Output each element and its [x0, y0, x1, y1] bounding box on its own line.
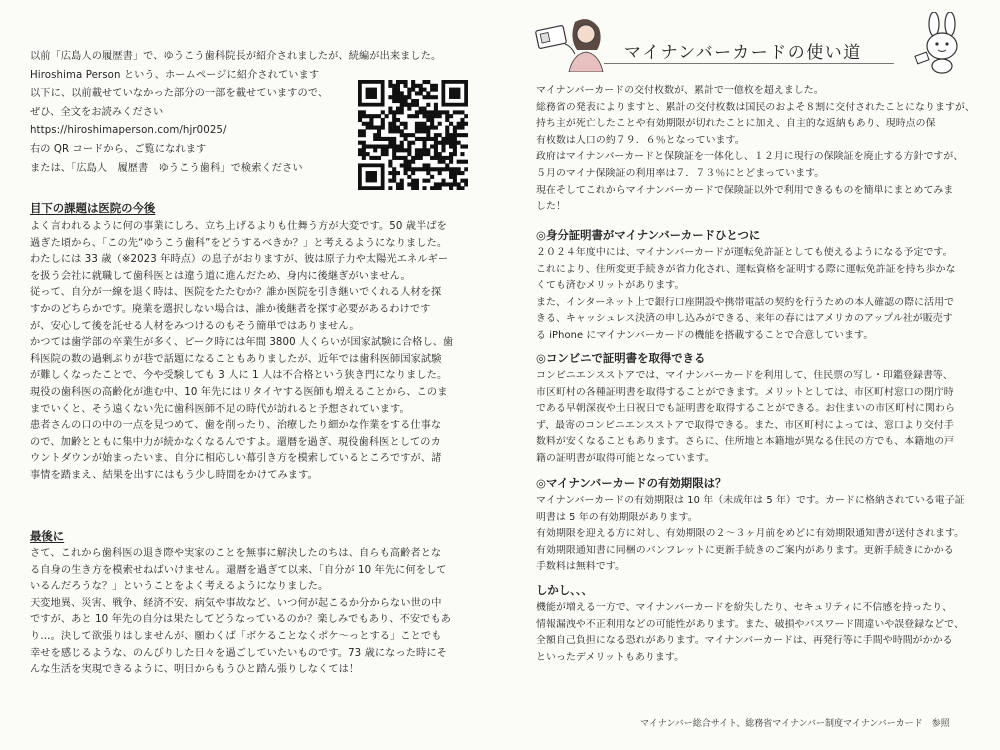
- section2-body: [30, 546, 475, 679]
- s1-line: かつては歯学部の卒業生が多く、ピーク時には年間 3800 人くらいが国家試験に合格し、歯: [30, 337, 454, 349]
- section-heading-id: ◎身分証明書がマイナンバーカードひとつに: [536, 228, 761, 242]
- s2-line: ですが、あと 10 年先の自分は果たしてどうなっているのか？楽しみでもあり、不安でもあ: [30, 614, 452, 626]
- section-heading-however: しかし、、、: [536, 583, 593, 597]
- s1-line: までいくと、そう遠くない先に歯科医師不足の時代が訪れると予想されています。: [30, 403, 410, 415]
- r-s3-line: 有効期限通知書に同梱のパンフレットに更新手続きのご案内があります。更新手続きにかかる: [536, 544, 954, 556]
- r-s2-line: ず、最寄のコンビニエンスストアで取得できる。また、市区町村によっては、窓口より交付手: [536, 419, 954, 431]
- woman-with-card-icon: [535, 14, 605, 76]
- section-heading-expiry: ◎マイナンバーカードの有効期限は？: [536, 476, 727, 490]
- right-section-however: [536, 582, 981, 666]
- s1-line: よく言われるように何の事業にしろ、立ち上げるよりも仕舞う方が大変です。50 歳半ばを: [30, 221, 447, 232]
- r-s4-line: 全額自己負担になる恐れがあります。マイナンバーカードは、再発行等に手間や時間がかかる: [536, 635, 953, 647]
- right-title: マイナンバーカードの使い道: [624, 43, 862, 63]
- section1-heading: 目下の課題は医院の今後: [30, 201, 156, 215]
- title-underline: [604, 63, 894, 64]
- r-s1-line: る iPhone にマイナンバーカードの機能を搭載することで合意しています。: [536, 329, 874, 341]
- intro-line-4: ぜひ、全文をお読みください: [30, 106, 164, 118]
- right-section-id: [536, 227, 981, 345]
- intro-url[interactable]: https://hiroshimaperson.com/hjr0025/: [30, 125, 227, 137]
- right-section-convenience: [536, 350, 981, 468]
- s2-line: 天変地異、災害、戦争、経済不安、病気や事故など、いつ何が起こるか分からない世の中: [30, 597, 442, 609]
- s1-line: 過ぎた頃から、「この先“ゆうこう歯科”をどうするべきか？」と考えるようになりました。: [30, 237, 448, 249]
- s1-line: 患者さんの口の中の一点を見つめて、歯を削ったり、治療したり細かな作業をする仕事な: [30, 420, 442, 432]
- r-s2-line: コンビニエンスストアでは、マイナンバーカードを利用して、住民票の写し・印鑑登録書等、: [536, 370, 953, 381]
- r-s4-line: 情報漏洩や不正利用などの可能性があります。また、破損やパスワード間違いや誤登録などで、: [536, 618, 964, 630]
- s1-line: ので、加齢とともに集中力が続かなくなるんですよ。還暦を過ぎ、現役歯科医としてのカ: [30, 436, 441, 448]
- r-intro-line: 総務省の発表によりますと、累計の交付枚数は国民のおよそ８割に交付されたことになりますが、持ち主が死亡したことや有効期限が切れたことに加え、自主的な返納もあり、現時点の保: [536, 101, 975, 130]
- s1-line: すかのどちらかです。廃業を選択しない場合は、誰か後継者を探す必要があるわけです: [30, 303, 431, 315]
- r-s1-line: また、インターネット上で銀行口座開設や携帯電話の契約を行うための本人確認の際に活用で: [536, 296, 955, 308]
- r-s1-line: ２０２４年度中には、マイナンバーカードが運転免許証としても使えるようになる予定です。: [536, 247, 953, 258]
- s2-line: いるんだろうな？」ということをよく考えるようになりました。: [30, 581, 329, 593]
- intro-line-2: Hiroshima Person という、ホームページに紹介されています: [30, 69, 320, 81]
- rabbit-mascot-icon: [912, 12, 970, 78]
- r-s4-line: といったデメリットもあります。: [536, 651, 685, 663]
- r-intro-line: 政府はマイナンバーカードと保険証を一体化し、１２月に現行の保険証を廃止する方針ですが、: [536, 151, 964, 163]
- right-section-expiry: [536, 475, 981, 576]
- s1-line: を扱う会社に就職して歯科医とは違う道に進んだため、身内に後継ぎがいません。: [30, 270, 411, 282]
- intro-line-1: 以前「広島人の履歴書」で、ゆうこう歯科院長が紹介されましたが、続編が出来ました。: [30, 51, 442, 62]
- s1-line: 事情を踏まえ、結果を出すにはもう少し時間をかけてみます。: [30, 469, 318, 481]
- s1-line: 従って、自分が一線を退く時は、医院をたたむか？誰か医院を引き継いでくれる人材を探: [30, 287, 442, 299]
- section-heading-convenience: ◎コンビニで証明書を取得できる: [536, 351, 706, 365]
- section2-heading: 最後に: [30, 529, 65, 543]
- r-intro-line: ５月のマイナ保険証の利用率は７．７３％にとどまっています。: [536, 167, 825, 179]
- r-s2-line: 数料が安くなることもあります。さらに、住所地と本籍地が異なる住民の方でも、本籍地の戸: [536, 436, 955, 448]
- s2-line: る自身の生き方を模索せねばいけません。還暦を過ぎて以来、「自分が 10 年先に何をして: [30, 564, 447, 576]
- r-s3-line: 有効期限を迎える方に対し、有効期限の２～３ヶ月前をめどに有効期限通知書が送付されます。: [536, 528, 965, 540]
- qr-code-icon[interactable]: [358, 80, 468, 190]
- r-s1-line: くても済むメリットがあります。: [536, 280, 685, 292]
- r-s3-line: マイナンバーカードの有効期限は 10 年（未成年は 5 年）です。カードに格納されている電子証: [536, 495, 965, 506]
- s1-line: 現役の歯科医の高齢化が進む中、10 年先にはリタイヤする医師も増えることから、このま: [30, 386, 448, 398]
- right-intro: [536, 83, 981, 216]
- s2-line: んな生活を実現できるように、明日からもうひと踏ん張りしなくては！: [30, 664, 360, 676]
- intro-line-6: 右の QR コードから、ご覧になれます: [30, 143, 207, 155]
- r-s2-line: 籍の証明書が取得可能となっています。: [536, 452, 715, 464]
- r-s3-line: 明書は 5 年の有効期限があります。: [536, 511, 698, 523]
- source-footer: マイナンバー総合サイト、総務省マイナンバー制度マイナンバーカード 参照: [640, 719, 950, 729]
- r-s2-line: である早朝深夜や土日祝日でも証明書を取得することができる。お住まいの市区町村に関わら: [536, 403, 955, 415]
- r-s4-line: 機能が増える一方で、マイナンバーカードを紛失したり、セキュリティに不信感を持ったり、: [536, 602, 953, 613]
- s2-line: 幸せを感じるような、のんびりした日々を過ごしていたいものです。73 歳になった時にそ: [30, 647, 447, 659]
- r-intro-line: 有枚数は人口の約７９．６％となっています。: [536, 134, 745, 146]
- r-s3-line: 手数料は無料です。: [536, 561, 625, 573]
- r-s1-line: きる、キャッシュレス決済の申し込みができる、来年の春にはアメリカのアップル社が販売す: [536, 313, 953, 325]
- s1-line: わたしには 33 歳（※2023 年時点）の息子がおりますが、彼は原子力や太陽光エネルギー: [30, 254, 449, 266]
- s1-line: 科医院の数の過剰ぶりが巷で話題になることもありましたが、近年では歯科医師国家試験: [30, 353, 442, 365]
- r-intro-line: 現在そしてこれからマイナンバーカードで保険証以外で利用できるものを簡単にまとめてみま: [536, 184, 954, 196]
- s1-line: が、安心して後を託せる人材をみつけるのもそう簡単ではありません。: [30, 320, 360, 332]
- intro-line-3: 以下に、以前載せていなかった部分の一部を載せていますので、: [30, 88, 329, 100]
- r-s1-line: これにより、住所変更手続きが省力化され、運転資格を証明する際に運転免許証を持ち歩かな: [536, 263, 956, 275]
- r-intro-line: した！: [536, 201, 566, 213]
- s1-line: ウントダウンが始まったいま、自分に相応しい幕引き方を模索しているところですが、諸: [30, 453, 442, 465]
- r-s2-line: 市区町村の各種証明書を取得することができます。メリットとしては、市区町村窓口の閉庁時: [536, 386, 954, 398]
- section1-body: [30, 219, 475, 485]
- r-intro-line: マイナンバーカードの交付枚数が、累計で一億枚を超えました。: [536, 85, 824, 96]
- s2-line: り…。決して欲張りはしませんが、願わくば「ボケることなくポケ～っとする」ことでも: [30, 630, 442, 642]
- intro-line-7: または、「広島人 履歴書 ゆうこう歯科」で検索ください: [30, 162, 303, 174]
- s2-line: さて、これから歯科医の退き際や実家のことを無事に解決したのちは、自らも高齢者とな: [30, 548, 442, 559]
- s1-line: が難しくなったことで、今や受験しても 3 人に 1 人は不合格という狭き門になりました。: [30, 370, 448, 382]
